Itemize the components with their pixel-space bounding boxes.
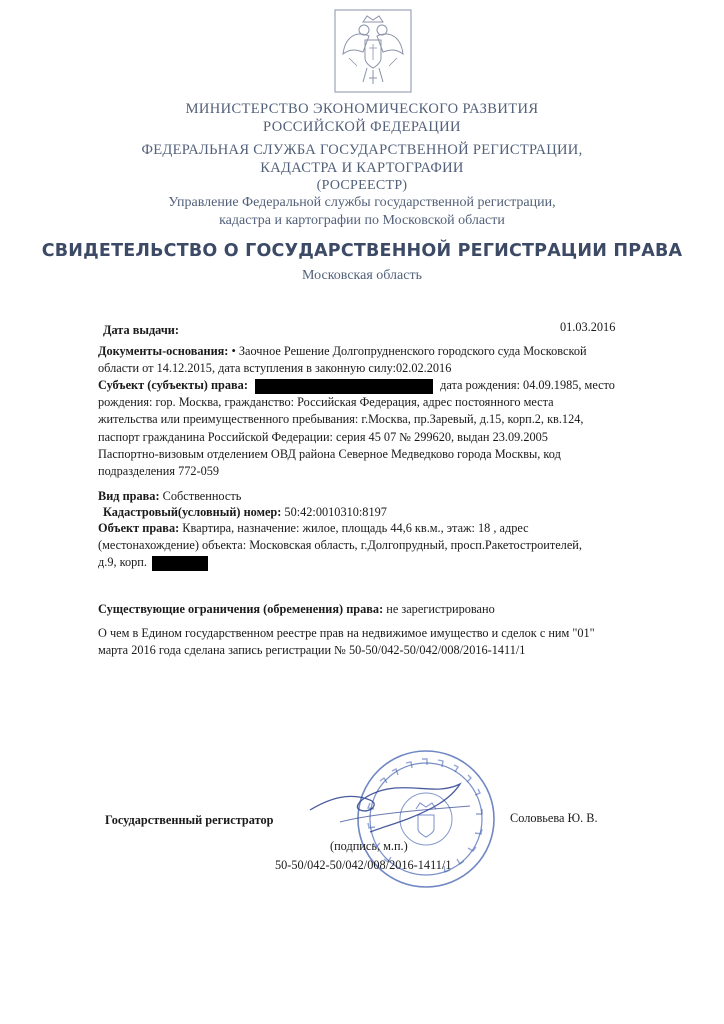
cadastral-label: Кадастровый(условный) номер:: [103, 505, 282, 519]
issue-date-label: Дата выдачи:: [103, 323, 179, 337]
issue-date-value: 01.03.2016: [560, 320, 616, 334]
registry-line-1: О чем в Едином государственном реестре прав на недвижимое имущество и сделок с ним "01": [98, 626, 595, 640]
service-abbreviation: (РОСРЕЕСТР): [316, 178, 408, 193]
subject-line-4: паспорт гражданина Российской Федерации: серия 45 07 № 299620, выдан 23.09.2005: [98, 429, 548, 444]
record-number: 50-50/042-50/042/008/2016-1411/1: [275, 858, 452, 872]
basis-line-1: [98, 343, 587, 360]
object-row-3: [98, 554, 208, 571]
cadastral-row: [103, 504, 387, 521]
object-label: Объект права:: [98, 521, 180, 535]
service-line-1: ФЕДЕРАЛЬНАЯ СЛУЖБА ГОСУДАРСТВЕННОЙ РЕГИСТРАЦИИ,: [141, 142, 583, 158]
coat-of-arms-emblem: [333, 8, 413, 94]
subject-birth-date: дата рождения: 04.09.1985, место: [440, 378, 615, 392]
registrar-label: Государственный регистратор: [105, 813, 274, 827]
service-line-2: КАДАСТРА И КАРТОГРАФИИ: [260, 160, 464, 176]
document-region: Московская область: [302, 268, 422, 283]
right-type-row: [98, 488, 241, 505]
registry-line-2: марта 2016 года сделана запись регистрации № 50-50/042-50/042/008/2016-1411/1: [98, 643, 526, 657]
restrictions-label: Существующие ограничения (обременения) права:: [98, 602, 384, 616]
subject-line-3: жительства или преимущественного пребывания: г.Москва, пр.Заревый, д.15, корп.2, кв.124,: [98, 412, 584, 427]
subject-line-6: подразделения 772-059: [98, 464, 220, 479]
department-line-1: Управление Федеральной службы государственной регистрации,: [168, 195, 556, 210]
object-line-1: Квартира, назначение: жилое, площадь 44,6 кв.м., этаж: 18 , адрес: [182, 521, 529, 535]
subject-line-5: Паспортно-визовым отделением ОВД района Северное Медведково города Москвы, код: [98, 446, 561, 461]
restrictions-row: [98, 601, 495, 618]
subject-details: [98, 394, 640, 480]
object-row-1: [98, 520, 529, 537]
right-type-value: Собственность: [162, 489, 242, 503]
redacted-name-block: [255, 379, 433, 394]
object-line-3: д.9, корп.: [98, 555, 147, 569]
registrar-name: Соловьева Ю. В.: [510, 811, 598, 825]
basis-line-2: области от 14.12.2015, дата вступления в законную силу:02.02.2016: [98, 361, 452, 375]
subject-line-1: [98, 377, 615, 394]
document-title: СВИДЕТЕЛЬСТВО О ГОСУДАРСТВЕННОЙ РЕГИСТРАЦИИ ПРАВА: [41, 241, 683, 261]
department-line-2: кадастра и картографии по Московской области: [219, 213, 505, 228]
right-type-label: Вид права:: [98, 489, 160, 503]
basis-label: Документы-основания:: [98, 344, 229, 358]
subject-label: Субъект (субъекты) права:: [98, 378, 248, 392]
ministry-line-2: РОССИЙСКОЙ ФЕДЕРАЦИИ: [263, 119, 461, 135]
basis-text-1: • Заочное Решение Долгопрудненского городского суда Московской: [231, 344, 587, 358]
object-line-2: (местонахождение) объекта: Московская область, г.Долгопрудный, просп.Ракетостроителей,: [98, 538, 582, 552]
ministry-line-1: МИНИСТЕРСТВО ЭКОНОМИЧЕСКОГО РАЗВИТИЯ: [185, 101, 539, 117]
cadastral-value: 50:42:0010310:8197: [284, 505, 387, 519]
subject-line-2: рождения: гор. Москва, гражданство: Российская Федерация, адрес постоянного места: [98, 395, 554, 409]
restrictions-value: не зарегистрировано: [386, 602, 495, 616]
redacted-building-block: [152, 556, 208, 571]
signature-caption: (подпись, м.п.): [330, 839, 408, 853]
